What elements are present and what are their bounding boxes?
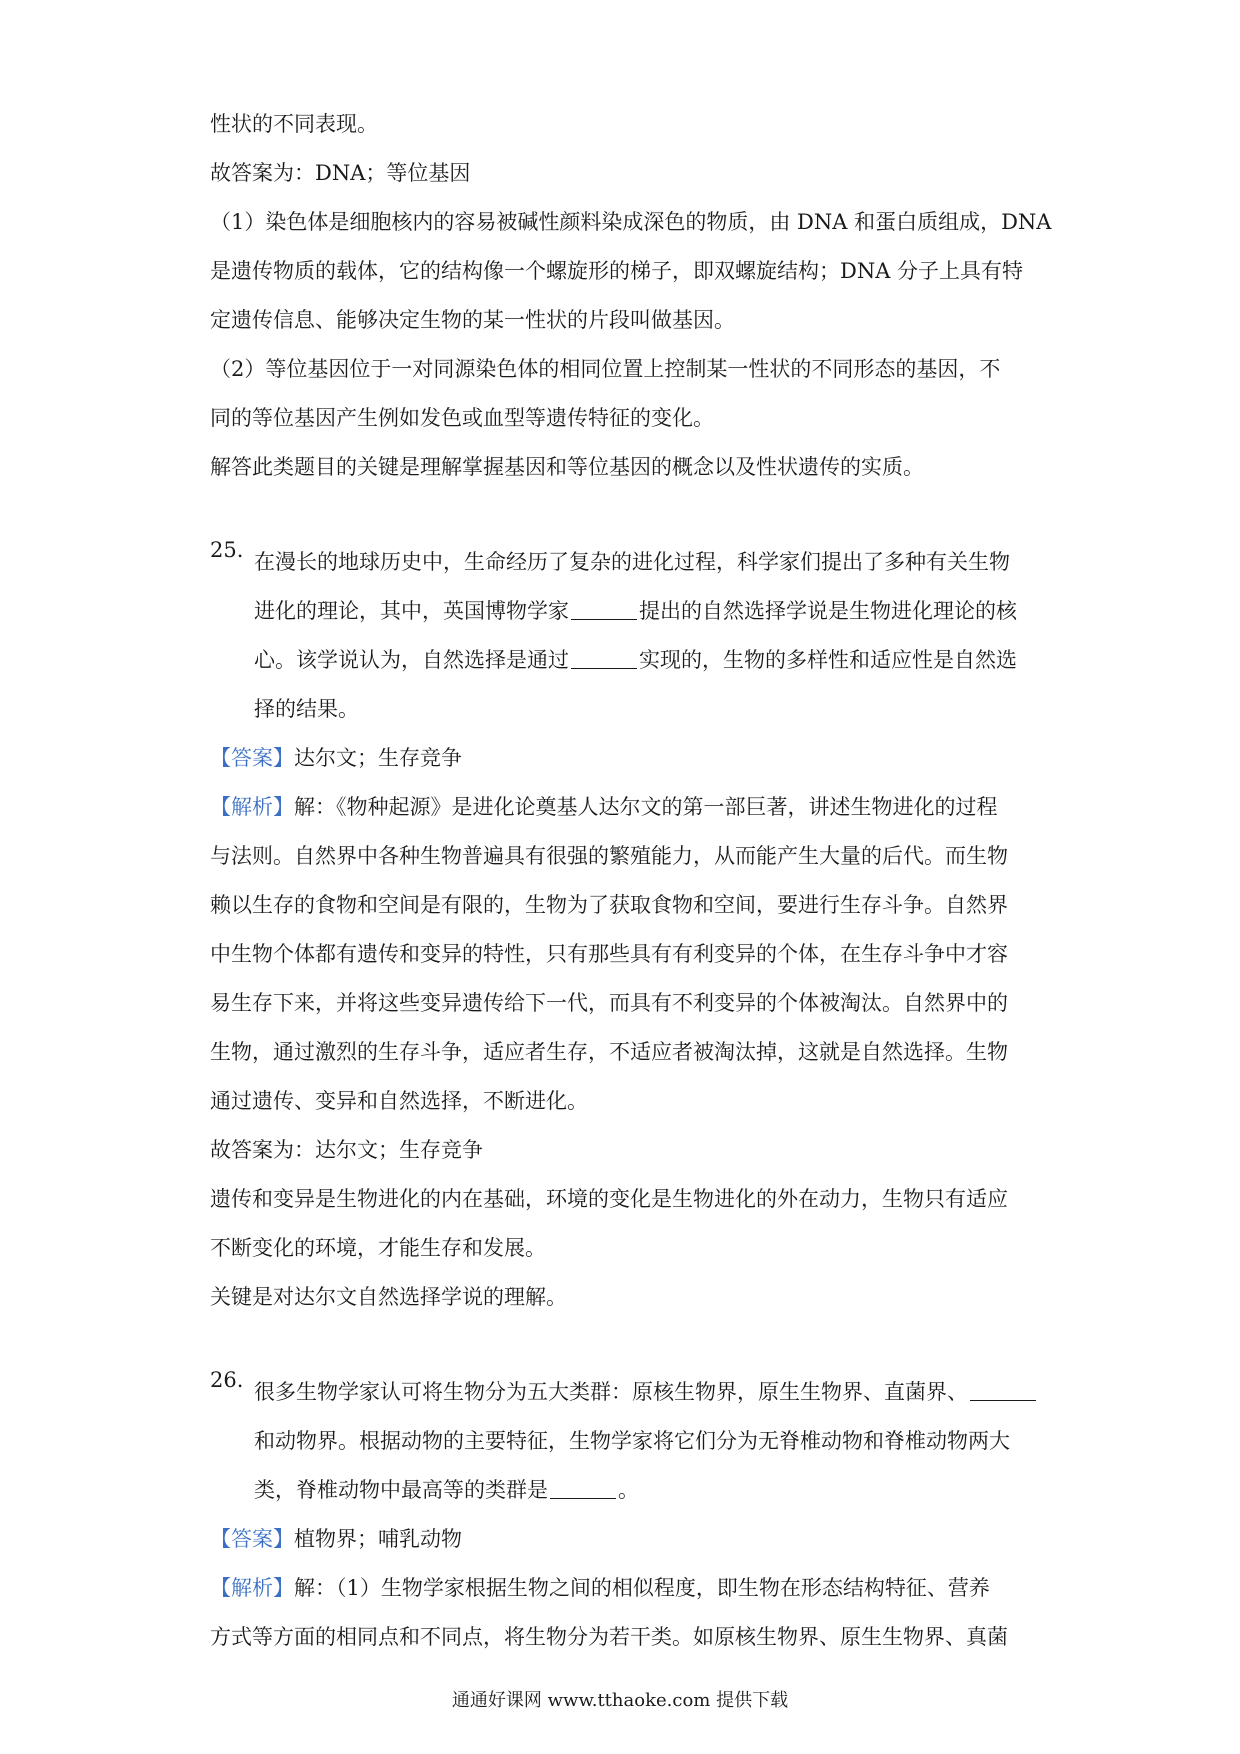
- text-line: 是遗传物质的载体，它的结构像一个螺旋形的梯子，即双螺旋结构；DNA 分子上具有特: [210, 259, 1024, 283]
- question-line: 在漫长的地球历史中，生命经历了复杂的进化过程，科学家们提出了多种有关生物: [254, 550, 1010, 574]
- answer-blank: [571, 648, 637, 669]
- analysis-line: 【解析】解：（1）生物学家根据生物之间的相似程度，即生物在形态结构特征、营养: [210, 1576, 990, 1600]
- text-line: 中生物个体都有遗传和变异的特性，只有那些具有有利变异的个体，在生存斗争中才容: [210, 942, 1008, 966]
- question-25: [210, 538, 1040, 734]
- analysis-tag: 【解析】: [210, 1576, 294, 1600]
- text-line: 通过遗传、变异和自然选择，不断进化。: [210, 1089, 588, 1113]
- text-line: 性状的不同表现。: [210, 112, 378, 136]
- text-line: 不断变化的环境，才能生存和发展。: [210, 1236, 546, 1260]
- answer-line: 【答案】达尔文；生存竞争: [210, 746, 462, 770]
- question-number: 25.: [210, 538, 244, 562]
- text-line: 解答此类题目的关键是理解掌握基因和等位基因的概念以及性状遗传的实质。: [210, 455, 924, 479]
- page-footer: 通通好课网 www.tthaoke.com 提供下载: [451, 1690, 789, 1711]
- answer-line: 【答案】植物界；哺乳动物: [210, 1527, 462, 1551]
- text-line: 故答案为：达尔文；生存竞争: [210, 1138, 483, 1162]
- text-line: 生物，通过激烈的生存斗争，适应者生存，不适应者被淘汰掉，这就是自然选择。生物: [210, 1040, 1008, 1064]
- text-line: 易生存下来，并将这些变异遗传给下一代，而具有不利变异的个体被淘汰。自然界中的: [210, 991, 1008, 1015]
- text-line: 与法则。自然界中各种生物普遍具有很强的繁殖能力，从而能产生大量的后代。而生物: [210, 844, 1008, 868]
- answer-tag: 【答案】: [210, 746, 294, 770]
- analysis-line: 【解析】解：《物种起源》是进化论奠基人达尔文的第一部巨著，讲述生物进化的过程: [210, 795, 998, 819]
- text-line: 方式等方面的相同点和不同点，将生物分为若干类。如原核生物界、原生生物界、真菌: [210, 1625, 1008, 1649]
- text-line: 故答案为：DNA；等位基因: [210, 161, 471, 185]
- question-number: 26.: [210, 1368, 244, 1392]
- text-line: 遗传和变异是生物进化的内在基础，环境的变化是生物进化的外在动力，生物只有适应: [210, 1187, 1008, 1211]
- text-line: （1）染色体是细胞核内的容易被碱性颜料染成深色的物质，由 DNA 和蛋白质组成，DNA: [210, 210, 1052, 234]
- answer-blank: [550, 1478, 616, 1499]
- text-line: 同的等位基因产生例如发色或血型等遗传特征的变化。: [210, 406, 714, 430]
- question-line: 心。该学说认为，自然选择是通过 实现的，生物的多样性和适应性是自然选: [254, 648, 1017, 672]
- answer-blank: [970, 1380, 1036, 1401]
- question-line: 进化的理论，其中，英国博物学家 提出的自然选择学说是生物进化理论的核: [254, 599, 1017, 623]
- document-body: [210, 100, 1052, 1662]
- answer-tag: 【答案】: [210, 1527, 294, 1551]
- analysis-tag: 【解析】: [210, 795, 294, 819]
- question-line: 很多生物学家认可将生物分为五大类群：原核生物界，原生生物界、直菌界、: [254, 1368, 1040, 1417]
- text-line: （2）等位基因位于一对同源染色体的相同位置上控制某一性状的不同形态的基因，不: [210, 357, 1001, 381]
- answer-blank: [571, 599, 637, 620]
- text-line: 赖以生存的食物和空间是有限的，生物为了获取食物和空间，要进行生存斗争。自然界: [210, 893, 1008, 917]
- question-line: 择的结果。: [254, 697, 359, 721]
- question-line: 和动物界。根据动物的主要特征，生物学家将它们分为无脊椎动物和脊椎动物两大: [254, 1429, 1010, 1453]
- text-line: 关键是对达尔文自然选择学说的理解。: [210, 1285, 567, 1309]
- text-line: 定遗传信息、能够决定生物的某一性状的片段叫做基因。: [210, 308, 735, 332]
- question-line: 类，脊椎动物中最高等的类群是 。: [254, 1478, 639, 1502]
- question-26: [210, 1368, 1040, 1515]
